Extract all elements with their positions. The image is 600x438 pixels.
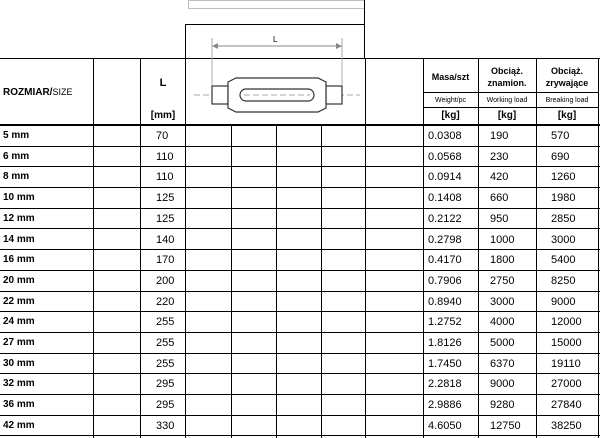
size-cell: 22 mm (3, 295, 35, 307)
table-row (0, 209, 600, 230)
break-cell: 2850 (551, 212, 576, 225)
wll-header-1: Obciąż. (490, 66, 523, 76)
table-row (0, 147, 600, 168)
length-cell: 140 (156, 233, 175, 246)
size-cell: 12 mm (3, 212, 35, 224)
mass-subheader: Weight/pc (435, 97, 466, 104)
wll-cell: 2750 (490, 274, 515, 287)
break-cell: 1980 (551, 192, 576, 205)
table-row (0, 167, 600, 188)
table-row (0, 230, 600, 251)
wll-header-2: znamion. (487, 78, 527, 88)
wll-cell: 4000 (490, 316, 515, 329)
table-row (0, 312, 600, 333)
size-cell: 6 mm (3, 150, 30, 162)
mass-cell: 0.0914 (428, 171, 462, 184)
break-cell: 5400 (551, 254, 576, 267)
length-cell: 255 (156, 337, 175, 349)
length-cell: 110 (156, 150, 174, 163)
break-cell: 12000 (551, 316, 582, 329)
mass-cell: 0.1408 (428, 192, 462, 205)
mass-cell: 0.2798 (428, 233, 462, 246)
mass-cell: 1.2752 (428, 316, 462, 329)
size-cell: 5 mm (3, 130, 30, 141)
mass-cell: 0.0308 (428, 130, 462, 142)
length-header: L (159, 77, 167, 89)
length-cell: 125 (156, 212, 175, 225)
break-cell: 27840 (551, 399, 582, 412)
wll-cell: 660 (490, 192, 509, 205)
break-cell: 690 (551, 150, 570, 163)
length-cell: 110 (156, 171, 174, 184)
size-cell: 16 mm (3, 254, 35, 266)
table-row (0, 126, 600, 147)
size-cell: 10 mm (3, 192, 35, 204)
mass-cell: 0.4170 (428, 254, 462, 267)
size-cell: 20 mm (3, 274, 35, 286)
mass-cell: 0.2122 (428, 212, 462, 225)
break-cell: 9000 (551, 295, 576, 308)
wll-cell: 5000 (490, 337, 515, 349)
mass-cell: 2.2818 (428, 378, 462, 391)
size-cell: 8 mm (3, 171, 30, 183)
length-cell: 200 (156, 274, 175, 287)
table-row (0, 188, 600, 209)
size-header-main: ROZMIAR/ (3, 87, 53, 98)
break-cell: 19110 (551, 357, 581, 370)
mass-cell: 0.0568 (428, 150, 462, 163)
size-header (3, 88, 72, 98)
mass-unit: [kg] (441, 110, 460, 121)
wll-cell: 6370 (490, 357, 515, 370)
size-cell: 32 mm (3, 378, 35, 390)
table-row (0, 292, 600, 313)
wll-cell: 190 (490, 130, 509, 142)
size-cell: 14 mm (3, 233, 35, 245)
wll-cell: 3000 (490, 295, 515, 308)
length-cell: 255 (156, 316, 175, 329)
mass-cell: 0.8940 (428, 295, 462, 308)
length-cell: 125 (156, 192, 175, 205)
wll-cell: 1000 (490, 233, 515, 246)
table-row (0, 395, 600, 416)
length-cell: 295 (156, 399, 175, 412)
mass-cell: 2.9886 (428, 399, 462, 412)
break-header-2: zrywające (545, 78, 589, 88)
wll-cell: 230 (490, 150, 509, 163)
table-row (0, 250, 600, 271)
break-cell: 3000 (551, 233, 576, 246)
length-cell: 330 (156, 419, 175, 432)
length-cell: 220 (156, 295, 175, 308)
table-row (0, 374, 600, 395)
break-cell: 570 (551, 130, 570, 142)
break-cell: 8250 (551, 274, 576, 287)
wll-cell: 9000 (490, 378, 515, 391)
wll-unit: [kg] (497, 110, 517, 121)
mass-cell: 1.7450 (428, 357, 462, 370)
table-row (0, 271, 600, 292)
mass-cell: 0.7906 (428, 274, 462, 287)
diagram-dim-label: L (273, 35, 278, 44)
size-cell: 36 mm (3, 399, 35, 411)
row-divider (0, 435, 600, 436)
wll-cell: 420 (490, 171, 509, 184)
break-cell: 27000 (551, 378, 582, 391)
size-cell: 27 mm (3, 337, 35, 348)
break-cell: 15000 (551, 337, 582, 349)
size-cell: 24 mm (3, 316, 35, 328)
length-cell: 255 (156, 357, 175, 370)
mass-cell: 1.8126 (428, 337, 462, 349)
size-header-sub: SIZE (52, 87, 73, 97)
break-cell: 38250 (551, 419, 582, 432)
mass-cell: 4.6050 (428, 419, 462, 432)
length-unit: [mm] (150, 110, 176, 121)
break-subheader: Breaking load (545, 97, 589, 104)
length-cell: 70 (156, 130, 169, 142)
table-row (0, 354, 600, 375)
break-unit: [kg] (557, 110, 577, 121)
mass-header: Masa/szt (431, 72, 470, 82)
length-cell: 295 (156, 378, 175, 391)
wll-cell: 12750 (490, 419, 521, 432)
size-cell: 42 mm (3, 419, 35, 431)
wll-cell: 950 (490, 212, 509, 225)
table-row (0, 333, 600, 354)
table-row (0, 416, 600, 437)
break-header-1: Obciąż. (550, 66, 583, 76)
wll-cell: 9280 (490, 399, 515, 412)
break-cell: 1260 (551, 171, 576, 184)
wll-subheader: Working load (486, 97, 528, 104)
wll-cell: 1800 (490, 254, 515, 267)
size-cell: 30 mm (3, 357, 35, 369)
length-cell: 170 (156, 254, 175, 267)
